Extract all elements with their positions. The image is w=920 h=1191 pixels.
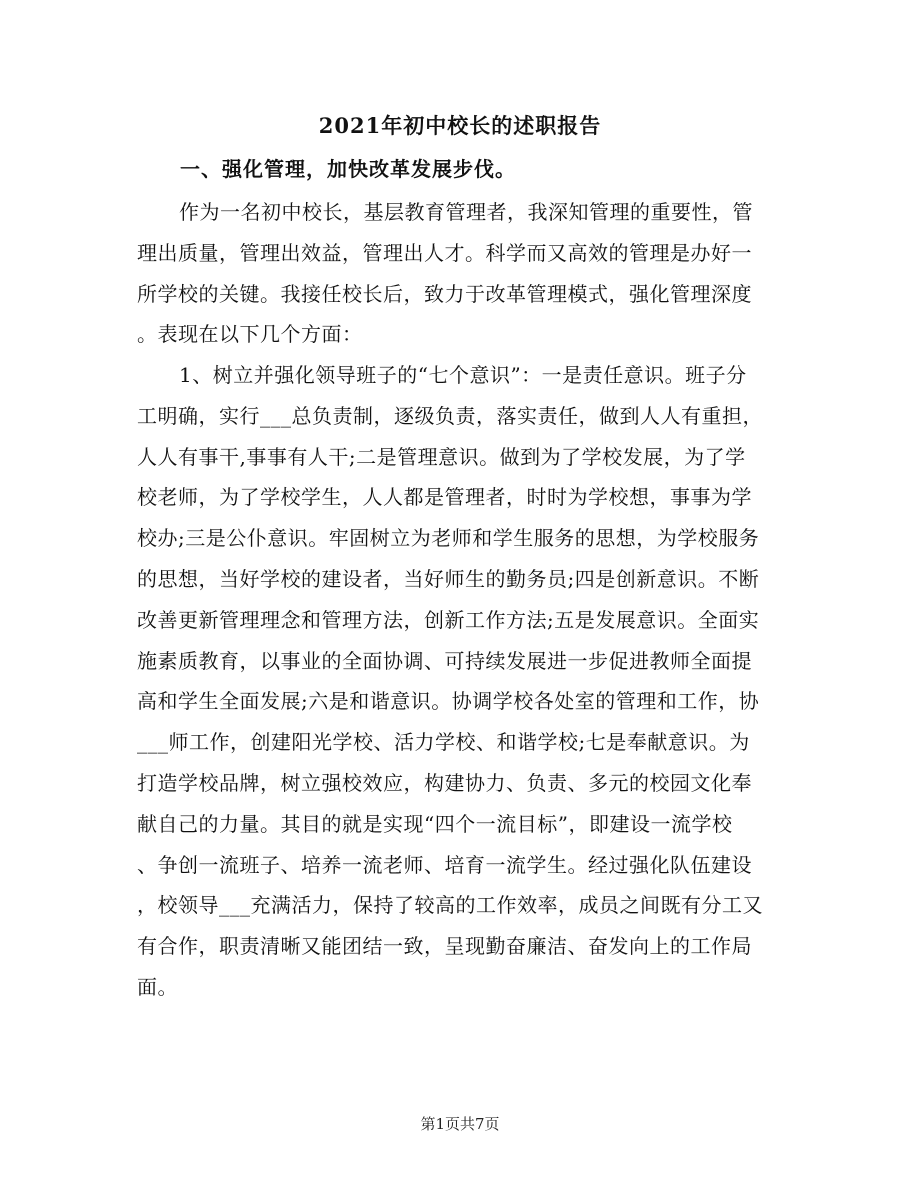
text-line: 面。: [137, 974, 178, 999]
text-line: 打造学校品牌，树立强校效应，构建协力、负责、多元的校园文化奉: [137, 770, 752, 795]
text-line: 施素质教育，以事业的全面协调、可持续发展进一步促进教师全面提: [137, 648, 752, 673]
text-line: 校老师，为了学校学生，人人都是管理者，时时为学校想，事事为学: [137, 485, 752, 510]
text-line: 1、树立并强化领导班子的“七个意识”：一是责任意识。班子分: [179, 363, 747, 387]
document-title: 2021年初中校长的述职报告: [318, 113, 602, 138]
text-line: ___师工作，创建阳光学校、活力学校、和谐学校;七是奉献意识。为: [137, 730, 750, 755]
text-line: 所学校的关键。我接任校长后，致力于改革管理模式，强化管理深度: [137, 281, 752, 306]
text-line: 校办;三是公仆意识。牢固树立为老师和学生服务的思想，为学校服务: [137, 526, 760, 551]
text-line: 作为一名初中校长，基层教育管理者，我深知管理的重要性，管: [179, 200, 753, 224]
text-line: 、争创一流班子、培养一流老师、培育一流学生。经过强化队伍建设: [137, 852, 752, 877]
page-number-footer: 第1页共7页: [420, 1115, 500, 1133]
text-line: 理出质量，管理出效益，管理出人才。科学而又高效的管理是办好一: [137, 240, 752, 265]
paragraph-seven-awareness: [137, 355, 787, 1008]
text-line: 的思想，当好学校的建设者，当好师生的勤务员;四是创新意识。不断: [137, 566, 760, 591]
text-line: 工明确，实行___总负责制，逐级负责，落实责任，做到人人有重担，: [137, 403, 763, 428]
text-line: 有合作，职责清晰又能团结一致，呈现勤奋廉洁、奋发向上的工作局: [137, 934, 752, 959]
text-line: 人人有事干,事事有人干;二是管理意识。做到为了学校发展，为了学: [137, 444, 746, 469]
section-heading: 一、强化管理，加快改革发展步伐。: [180, 157, 516, 181]
text-line: 改善更新管理理念和管理方法，创新工作方法;五是发展意识。全面实: [137, 607, 760, 632]
text-line: 。表现在以下几个方面：: [137, 322, 363, 347]
paragraph-intro: [137, 192, 787, 355]
text-line: 献自己的力量。其目的就是实现“四个一流目标”，即建设一流学校: [137, 811, 733, 836]
text-line: ，校领导___充满活力，保持了较高的工作效率，成员之间既有分工又: [137, 893, 763, 918]
text-line: 高和学生全面发展;六是和谐意识。协调学校各处室的管理和工作，协: [137, 689, 760, 714]
